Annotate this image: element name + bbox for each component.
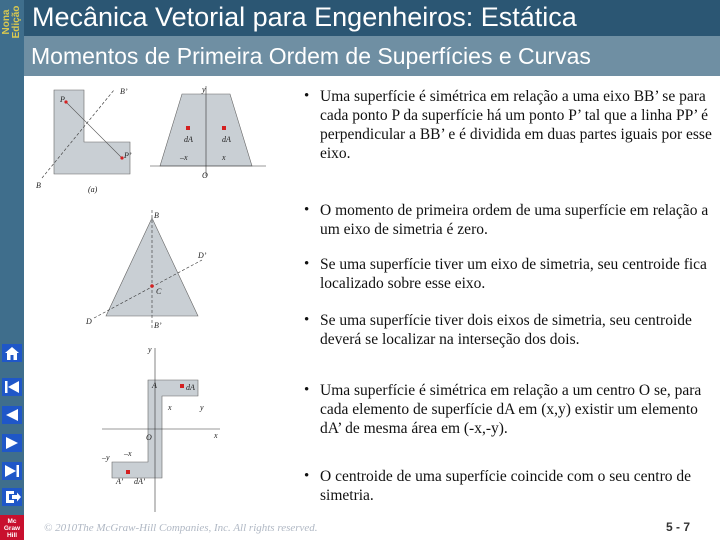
bullet-item: • O momento de primeira ordem de uma superfície em relação a um eixo de simetria é zero.: [304, 202, 709, 238]
label-neg-x: –x: [124, 449, 132, 458]
mcgraw-hill-logo: Mc Graw Hill: [0, 515, 24, 540]
label-c: C: [156, 287, 162, 296]
label-a-prime: A’: [116, 477, 124, 486]
next-slide-button[interactable]: [0, 432, 24, 454]
figure-caption: (a): [88, 185, 98, 194]
edition-label: Nona Edição: [1, 5, 22, 39]
label-y: y: [202, 85, 206, 94]
label-da-prime: dA’: [134, 477, 146, 486]
label-b: B: [36, 181, 41, 190]
label-da: dA: [186, 383, 195, 392]
last-slide-button[interactable]: [0, 460, 24, 482]
first-slide-button[interactable]: [0, 376, 24, 398]
element-da: [180, 384, 184, 388]
label-b-prime: B’: [120, 87, 128, 96]
label-b-prime: B’: [154, 321, 162, 330]
element-da-right: [222, 126, 226, 130]
element-da-left: [186, 126, 190, 130]
sidebar: [0, 0, 24, 540]
bullet-item: • Se uma superfície tiver dois eixos de simetria, seu centroide deverá se localizar na interseção dos dois.: [304, 312, 692, 348]
bullet-item: • Uma superfície é simétrica em relação a um centro O se, para cada elemento de superfície dA em (x,y) existir um elemento dA’ de mesma área em (-x,-y).: [304, 382, 702, 437]
label-o: O: [146, 433, 152, 442]
label-p-prime: P’: [124, 151, 132, 160]
label-neg-x: –x: [180, 153, 188, 162]
label-d-prime: D’: [198, 251, 207, 260]
label-pos-x: x: [222, 153, 226, 162]
page-number: 5 - 7: [666, 520, 691, 534]
label-neg-y: –y: [102, 453, 110, 462]
exit-button[interactable]: [0, 486, 24, 508]
page-title: Mecânica Vetorial para Engenheiros: Estática: [32, 2, 577, 32]
label-d: D: [86, 317, 92, 326]
bullet-item: • Se uma superfície tiver um eixo de simetria, seu centroide fica localizado sobre esse eixo.: [304, 256, 707, 292]
page-subtitle: Momentos de Primeira Ordem de Superfícies e Curvas: [31, 43, 591, 69]
bullet-item: • Uma superfície é simétrica em relação a uma eixo BB’ se para cada ponto P da superfície há um ponto P’ tal que a linha PP’ é perpendicular a BB’ e é dividida em duas partes iguais por esse eixo.: [304, 88, 712, 162]
home-button[interactable]: [0, 342, 24, 364]
first-slide-icon: [0, 376, 24, 398]
last-slide-icon: [0, 460, 24, 482]
label-y: y: [148, 345, 152, 354]
copyright-notice: © 2010The McGraw-Hill Companies, Inc. All rights reserved.: [44, 522, 318, 534]
previous-slide-button[interactable]: [0, 404, 24, 426]
label-p: P: [60, 95, 65, 104]
figure-symmetry-axis: [30, 82, 290, 198]
centroid-c: [150, 284, 154, 288]
subtitle-bar: [24, 36, 720, 76]
previous-slide-icon: [0, 404, 24, 426]
bullet-item: • O centroide de uma superfície coincide com o seu centro de simetria.: [304, 468, 691, 504]
label-y-value: y: [200, 403, 204, 412]
figure-two-axes: [80, 206, 240, 336]
label-x: x: [168, 403, 172, 412]
exit-icon: [0, 486, 24, 508]
label-x-axis: x: [214, 431, 218, 440]
next-slide-icon: [0, 432, 24, 454]
figure-center-symmetry: [96, 344, 226, 516]
label-da-right: dA: [222, 135, 231, 144]
element-da-prime: [126, 470, 130, 474]
label-o: O: [202, 171, 208, 180]
header-bar: [24, 0, 720, 36]
home-icon: [0, 342, 24, 364]
label-b: B: [154, 211, 159, 220]
label-da-left: dA: [184, 135, 193, 144]
label-a: A: [152, 381, 157, 390]
